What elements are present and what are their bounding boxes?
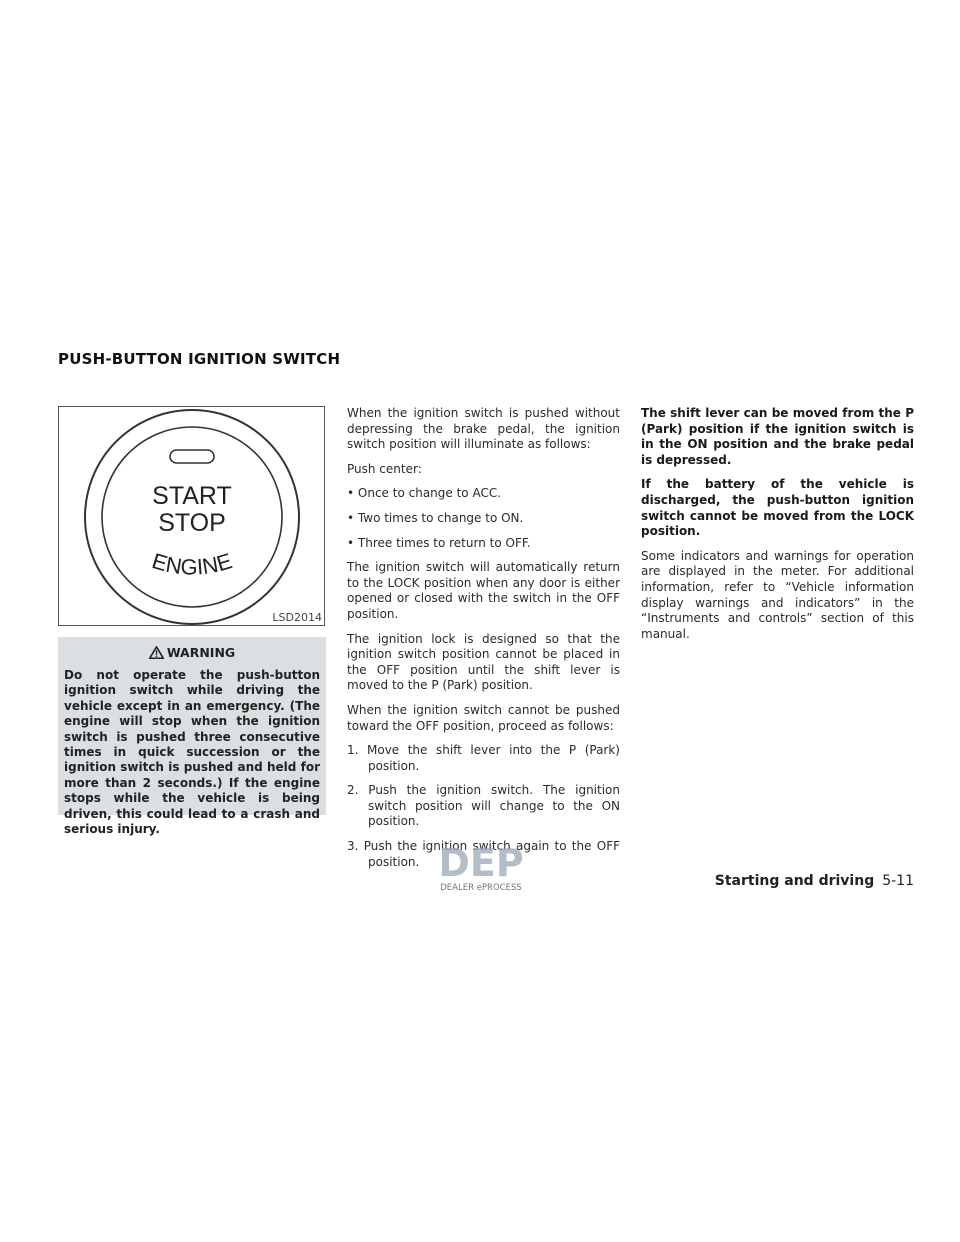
warning-icon xyxy=(149,646,164,659)
indicators-paragraph: Some indicators and warnings for operation are displayed in the meter. For additional information, refer to “Vehicle information display warnings and indicators” in the “Instruments and controls” section of this manual. xyxy=(641,548,914,641)
step-item: 3. Push the ignition switch again to the OFF position. xyxy=(347,839,620,869)
list-item: • Three times to return to OFF. xyxy=(347,535,531,550)
push-center-label: Push center: xyxy=(347,461,422,476)
warning-heading xyxy=(64,645,320,660)
button-stop-label: STOP xyxy=(158,509,226,537)
intro-paragraph: When the ignition switch is pushed without depressing the brake pedal, the ignition switch position will illuminate as follows: xyxy=(347,406,620,452)
cannot-push-paragraph: When the ignition switch cannot be pushed toward the OFF position, proceed as follows: xyxy=(347,702,620,733)
warning-heading-text: WARNING xyxy=(166,645,236,660)
section-title: PUSH-BUTTON IGNITION SWITCH xyxy=(58,350,341,368)
ignition-switch-figure xyxy=(58,406,325,626)
warning-box xyxy=(58,637,326,837)
middle-column xyxy=(347,406,620,879)
battery-note: If the battery of the vehicle is discharged, the push-button ignition switch cannot be moved from the LOCK position. xyxy=(641,477,914,539)
page-footer xyxy=(715,873,914,889)
button-engine-label: ENGINE xyxy=(149,548,235,580)
ignition-button-illustration xyxy=(59,407,324,625)
list-item: • Two times to change to ON. xyxy=(347,510,524,525)
figure-id: LSD2014 xyxy=(272,611,322,624)
button-start-label: START xyxy=(152,482,232,510)
step-item: 1. Move the shift lever into the P (Park) position. xyxy=(347,743,620,773)
dealer-eprocess-watermark xyxy=(418,842,544,894)
list-item: • Once to change to ACC. xyxy=(347,486,502,501)
right-column xyxy=(641,406,914,651)
auto-lock-paragraph: The ignition switch will automatically return to the LOCK position when any door is either opened or closed with the switch in the OFF position. xyxy=(347,560,620,621)
step-item: 2. Push the ignition switch. The ignition switch position will change to the ON position. xyxy=(347,783,620,829)
ignition-lock-paragraph: The ignition lock is designed so that the ignition switch position cannot be placed in the OFF position until the shift lever is moved to the P (Park) position. xyxy=(347,631,620,693)
page-number: 5-11 xyxy=(882,873,914,889)
watermark-logo: DEP xyxy=(438,842,524,885)
watermark-tagline: DEALER ePROCESS xyxy=(440,883,522,893)
shift-lever-note: The shift lever can be moved from the P (Park) position if the ignition switch is in the ON position and the brake pedal is depressed. xyxy=(641,406,914,467)
warning-text: Do not operate the push-button ignition switch while driving the vehicle except in an emergency. (The engine will stop when the ignition switch is pushed three consecutive times in quick succession or the ignition switch is pushed and held for more than 2 seconds.) If the engine stops while the vehicle is being driven, this could lead to a crash and serious injury. xyxy=(64,668,320,837)
chapter-title: Starting and driving xyxy=(714,873,875,889)
